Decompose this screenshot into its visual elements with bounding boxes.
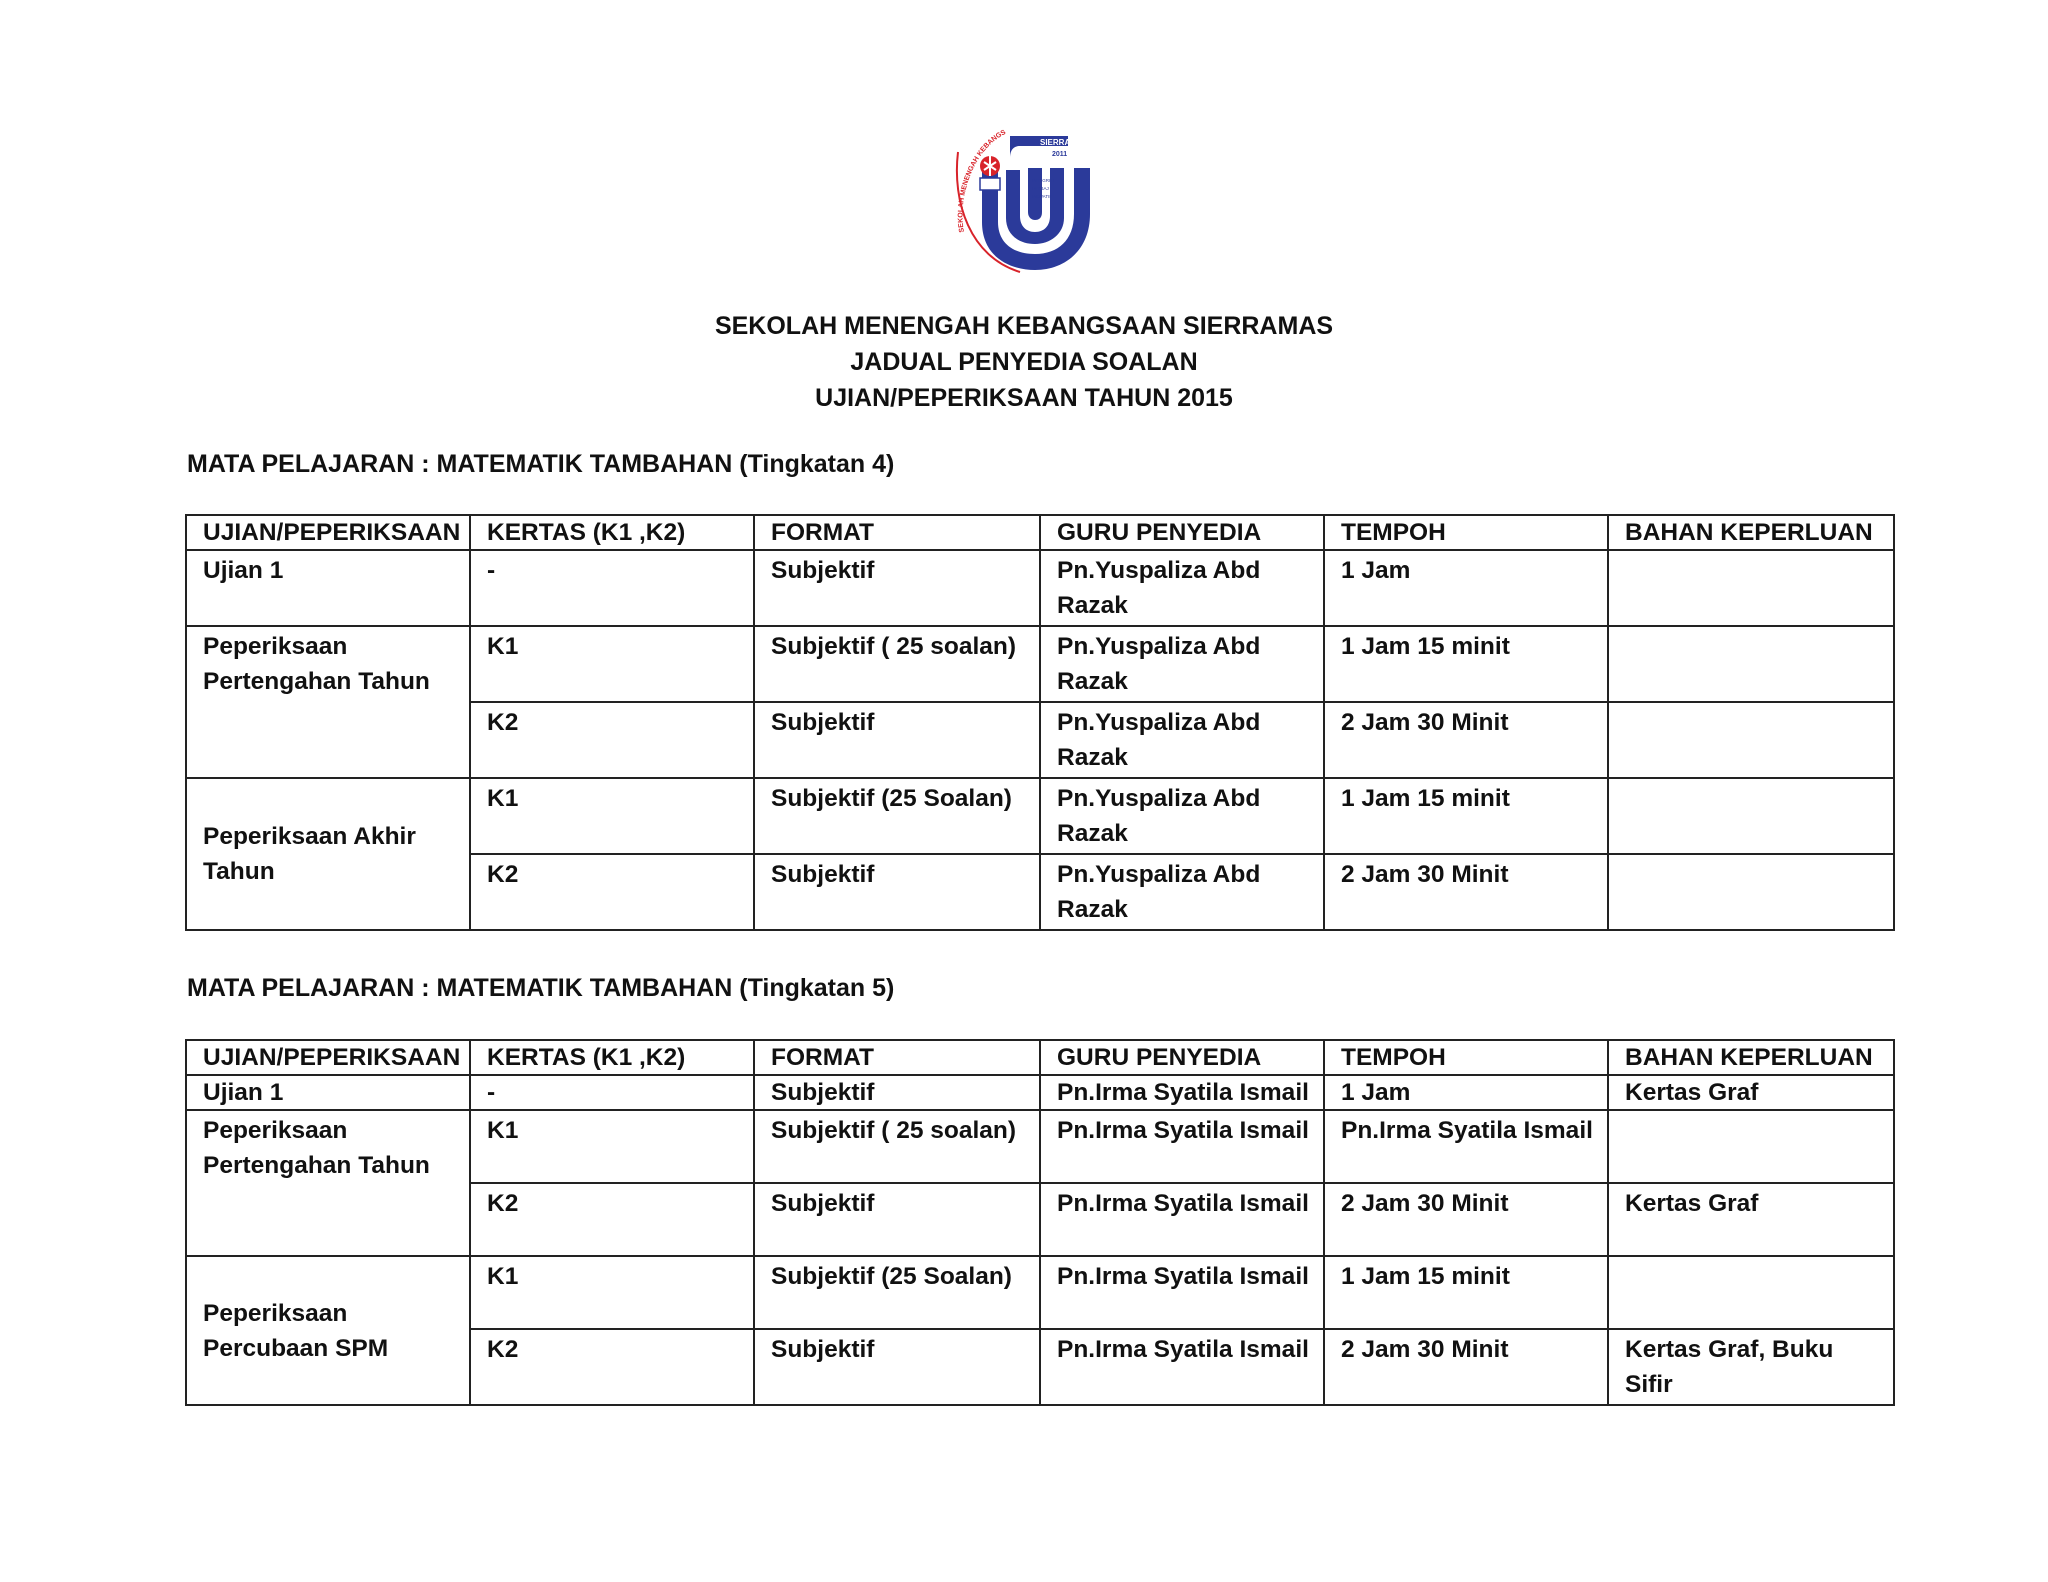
format-cell: Subjektif [754, 702, 1040, 778]
column-header: FORMAT [754, 515, 1040, 550]
duration-cell: 1 Jam [1324, 1075, 1608, 1110]
table-row [186, 1110, 1894, 1183]
column-header: UJIAN/PEPERIKSAAN [186, 515, 470, 550]
materials-cell [1608, 854, 1894, 930]
table-row [186, 626, 1894, 702]
materials-cell [1608, 550, 1894, 626]
subject-title-form4: MATA PELAJARAN : MATEMATIK TAMBAHAN (Tingkatan 4) [187, 450, 895, 478]
materials-cell: Kertas Graf [1608, 1183, 1894, 1256]
svg-text:SIERRAMAS: SIERRAMAS [1040, 138, 1089, 147]
subject-title-form5: MATA PELAJARAN : MATEMATIK TAMBAHAN (Tingkatan 5) [187, 974, 895, 1002]
column-header: GURU PENYEDIA [1040, 515, 1324, 550]
svg-text:2011: 2011 [1052, 151, 1068, 158]
column-header: UJIAN/PEPERIKSAAN [186, 1040, 470, 1075]
exam-cell: Peperiksaan Pertengahan Tahun [186, 626, 470, 778]
duration-cell: 1 Jam [1324, 550, 1608, 626]
paper-cell: K2 [470, 854, 754, 930]
paper-cell: - [470, 550, 754, 626]
column-header: BAHAN KEPERLUAN [1608, 515, 1894, 550]
teacher-cell: Pn.Irma Syatila Ismail [1040, 1256, 1324, 1329]
duration-cell: 1 Jam 15 minit [1324, 626, 1608, 702]
teacher-cell: Pn.Irma Syatila Ismail [1040, 1329, 1324, 1405]
svg-text:IHTIBAJ: IHTIBAJ [1032, 186, 1049, 191]
duration-cell: 2 Jam 30 Minit [1324, 1329, 1608, 1405]
exam-cell: Peperiksaan Akhir Tahun [186, 778, 470, 930]
document-title: JADUAL PENYEDIA SOALAN [850, 348, 1198, 376]
table-row [186, 778, 1894, 854]
paper-cell: K1 [470, 1256, 754, 1329]
materials-cell [1608, 778, 1894, 854]
materials-cell: Kertas Graf [1608, 1075, 1894, 1110]
document-subtitle: UJIAN/PEPERIKSAAN TAHUN 2015 [815, 384, 1233, 412]
duration-cell: 2 Jam 30 Minit [1324, 854, 1608, 930]
column-header: GURU PENYEDIA [1040, 1040, 1324, 1075]
teacher-cell: Pn.Yuspaliza Abd Razak [1040, 854, 1324, 930]
duration-cell: Pn.Irma Syatila Ismail [1324, 1110, 1608, 1183]
paper-cell: - [470, 1075, 754, 1110]
teacher-cell: Pn.Yuspaliza Abd Razak [1040, 778, 1324, 854]
school-name: SEKOLAH MENENGAH KEBANGSAAN SIERRAMAS [714, 312, 1334, 340]
materials-cell [1608, 702, 1894, 778]
duration-cell: 2 Jam 30 Minit [1324, 702, 1608, 778]
table-row [186, 550, 1894, 626]
paper-cell: K2 [470, 702, 754, 778]
column-header: TEMPOH [1324, 515, 1608, 550]
materials-cell: Kertas Graf, Buku Sifir [1608, 1329, 1894, 1405]
schedule-table-form4 [185, 514, 1895, 931]
format-cell: Subjektif ( 25 soalan) [754, 1110, 1040, 1183]
format-cell: Subjektif [754, 1183, 1040, 1256]
duration-cell: 2 Jam 30 Minit [1324, 1183, 1608, 1256]
format-cell: Subjektif ( 25 soalan) [754, 626, 1040, 702]
column-header: BAHAN KEPERLUAN [1608, 1040, 1894, 1075]
teacher-cell: Pn.Irma Syatila Ismail [1040, 1110, 1324, 1183]
teacher-cell: Pn.Yuspaliza Abd Razak [1040, 702, 1324, 778]
format-cell: Subjektif [754, 550, 1040, 626]
school-logo [950, 122, 1100, 282]
materials-cell [1608, 626, 1894, 702]
format-cell: Subjektif [754, 854, 1040, 930]
column-header: TEMPOH [1324, 1040, 1608, 1075]
format-cell: Subjektif (25 Soalan) [754, 1256, 1040, 1329]
column-header: KERTAS (K1 ,K2) [470, 1040, 754, 1075]
duration-cell: 1 Jam 15 minit [1324, 778, 1608, 854]
table-row [186, 1256, 1894, 1329]
exam-cell: Peperiksaan Pertengahan Tahun [186, 1110, 470, 1256]
materials-cell [1608, 1256, 1894, 1329]
exam-cell: Ujian 1 [186, 1075, 470, 1110]
format-cell: Subjektif [754, 1329, 1040, 1405]
teacher-cell: Pn.Irma Syatila Ismail [1040, 1183, 1324, 1256]
exam-cell: Peperiksaan Percubaan SPM [186, 1256, 470, 1405]
paper-cell: K1 [470, 778, 754, 854]
schedule-table-form5 [185, 1039, 1895, 1406]
teacher-cell: Pn.Yuspaliza Abd Razak [1040, 626, 1324, 702]
school-crest-icon [950, 122, 1100, 282]
svg-text:SEKOLAH MENENGAH KEBANGSAAN: SEKOLAH MENENGAH KEBANGS [957, 128, 1008, 233]
table-row [186, 1075, 1894, 1110]
materials-cell [1608, 1110, 1894, 1183]
column-header: KERTAS (K1 ,K2) [470, 515, 754, 550]
paper-cell: K2 [470, 1183, 754, 1256]
column-header: FORMAT [754, 1040, 1040, 1075]
table-header-row [186, 515, 1894, 550]
paper-cell: K1 [470, 626, 754, 702]
exam-cell: Ujian 1 [186, 550, 470, 626]
svg-text:INTEGRITI: INTEGRITI [1032, 178, 1055, 183]
teacher-cell: Pn.Irma Syatila Ismail [1040, 1075, 1324, 1110]
format-cell: Subjektif (25 Soalan) [754, 778, 1040, 854]
paper-cell: K2 [470, 1329, 754, 1405]
paper-cell: K1 [470, 1110, 754, 1183]
duration-cell: 1 Jam 15 minit [1324, 1256, 1608, 1329]
teacher-cell: Pn.Yuspaliza Abd Razak [1040, 550, 1324, 626]
document-heading [0, 308, 2048, 416]
table-header-row [186, 1040, 1894, 1075]
svg-text:INOVATIF: INOVATIF [1032, 194, 1053, 199]
format-cell: Subjektif [754, 1075, 1040, 1110]
